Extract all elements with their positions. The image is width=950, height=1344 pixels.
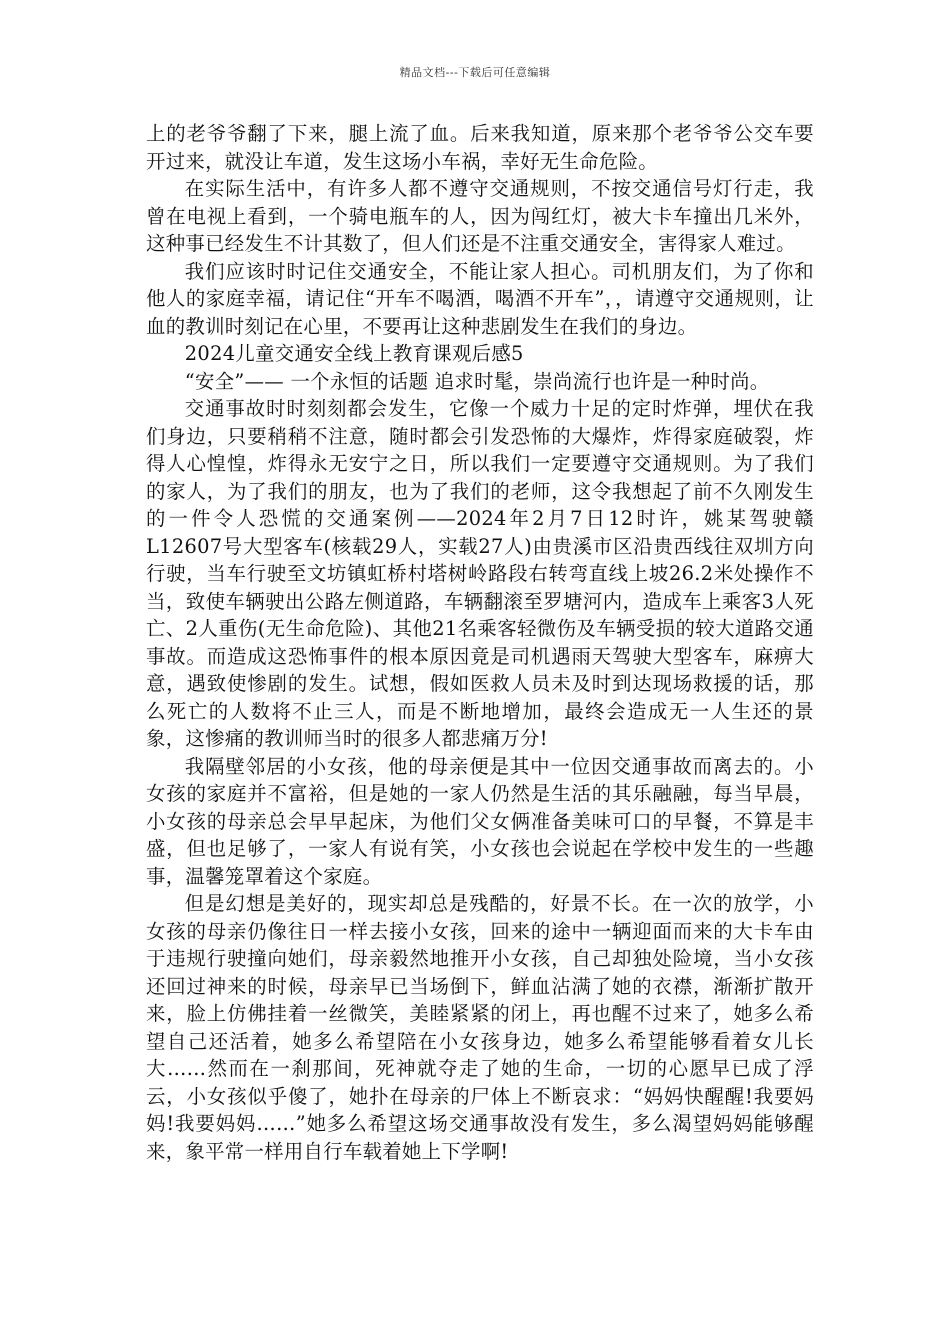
- paragraph: 但是幻想是美好的，现实却总是残酷的，好景不长。在一次的放学，小女孩的母亲仍像往日一样去接小女孩，回来的途中一辆迎面而来的大卡车由于违规行驶撞向她们，母亲毅然地推开小女孩，自己却独处险境，当小女孩还回过神来的时候，母亲早已当场倒下，鲜血沾满了她的衣襟，渐渐扩散开来，脸上仿佛挂着一丝微笑，美睦紧紧的闭上，再也醒不过来了，她多么希望自己还活着，她多么希望陪在小女孩身边，她多么希望能够看着女儿长大……然而在一刹那间，死神就夺走了她的生命，一切的心愿早已成了浮云，小女孩似乎傻了，她扑在母亲的尸体上不断哀求：“妈妈快醒醒!我要妈妈!我要妈妈……”她多么希望这场交通事故没有发生，多么渴望妈妈能够醒来，象平常一样用自行车载着她上下学啊!: [146, 892, 814, 1163]
- section-title: 2024儿童交通安全线上教育课观后感5: [184, 342, 524, 365]
- page-header: 精品文档---下载后可任意编辑: [399, 66, 551, 79]
- paragraph: 在实际生活中，有许多人都不遵守交通规则，不按交通信号灯行走，我曾在电视上看到，一个骑电瓶车的人，因为闯红灯，被大卡车撞出几米外，这种事已经发生不计其数了，但人们还是不注重交通安全，害得家人难过。: [146, 177, 814, 255]
- paragraph: 交通事故时时刻刻都会发生，它像一个威力十足的定时炸弹，埋伏在我们身边，只要稍稍不注意，随时都会引发恐怖的大爆炸，炸得家庭破裂，炸得人心惶惶，炸得永无安宁之日，所以我们一定要遵守交通规则。为了我们的家人，为了我们的朋友，也为了我们的老师，这令我想起了前不久刚发生的一件令人恐慌的交通案例——2024年2月7日12时许，姚某驾驶赣L12607号大型客车(核载29人，实载27人)由贵溪市区沿贵西线往双圳方向行驶，当车行驶至文坊镇虹桥村塔树岭路段右转弯直线上坡26.2米处操作不当，致使车辆驶出公路左侧道路，车辆翻滚至罗塘河内，造成车上乘客3人死亡、2人重伤(无生命危险)、其他21名乘客轻微伤及车辆受损的较大道路交通事故。而造成这恐怖事件的根本原因竟是司机遇雨天驾驶大型客车，麻痹大意，遇致使惨剧的发生。试想，假如医救人员未及时到达现场救援的话，那么死亡的人数将不止三人，而是不断地增加，最终会造成无一人生还的景象，这惨痛的教训师当时的很多人都悲痛万分!: [146, 397, 814, 750]
- paragraph: “安全”—— 一个永恒的话题 追求时髦，崇尚流行也许是一种时尚。: [184, 369, 770, 393]
- document-body: [146, 120, 814, 1165]
- paragraph: 我们应该时时记住交通安全，不能让家人担心。司机朋友们，为了你和他人的家庭幸福，请记住“开车不喝酒，喝酒不开车”，，请遵守交通规则，让血的教训时刻记在心里，不要再让这种悲剧发生在我们的身边。: [146, 259, 814, 338]
- paragraph: 上的老爷爷翻了下来，腿上流了血。后来我知道，原来那个老爷爷公交车要开过来，就没让车道，发生这场小车祸，幸好无生命危险。: [146, 122, 814, 173]
- paragraph: 我隔壁邻居的小女孩，他的母亲便是其中一位因交通事故而离去的。小女孩的家庭并不富裕，但是她的一家人仍然是生活的其乐融融，每当早晨，小女孩的母亲总会早早起床，为他们父女俩准备美味可口的早餐，不算是丰盛，但也足够了，一家人有说有笑，小女孩也会说起在学校中发生的一些趣事，温馨笼罩着这个家庭。: [146, 754, 814, 888]
